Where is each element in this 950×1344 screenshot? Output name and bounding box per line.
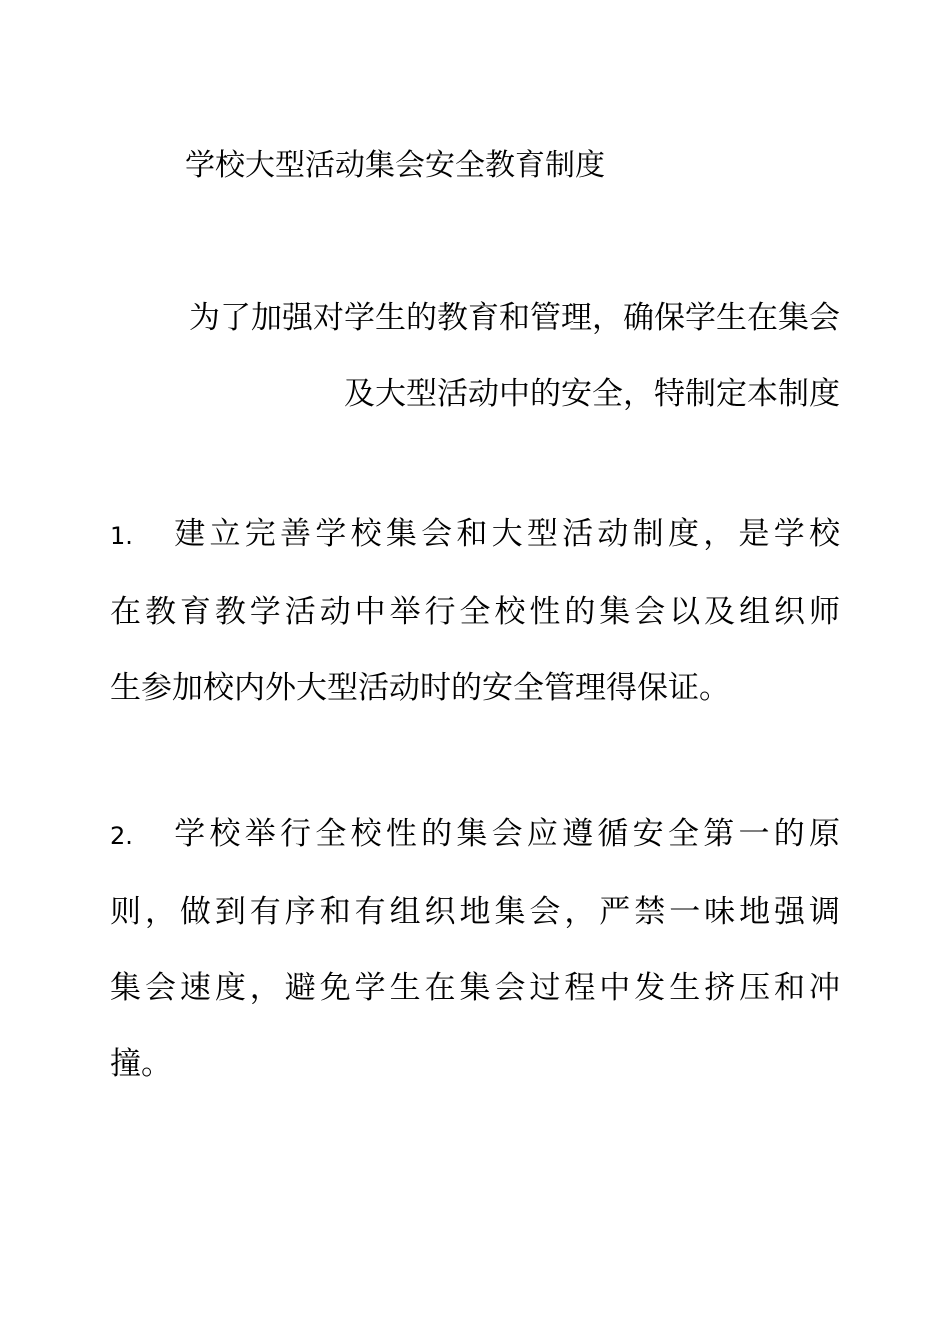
list-item-line: 集会速度，避免学生在集会过程中发生挤压和冲: [110, 970, 840, 1006]
list-item-line: [110, 496, 840, 574]
list-item-number: 2.: [110, 822, 133, 850]
list-item-text: 建立完善学校集会和大型活动制度，是学校: [170, 516, 840, 552]
list-item-text: 学校举行全校性的集会应遵循安全第一的原: [170, 816, 840, 852]
list-item-line: 撞。: [110, 1046, 172, 1082]
list-item-1: [110, 496, 840, 726]
list-item-line: 在教育教学活动中举行全校性的集会以及组织师: [110, 594, 840, 630]
list-item-line: 则，做到有序和有组织地集会，严禁一味地强调: [110, 894, 840, 930]
intro-line: 及大型活动中的安全，特制定本制度: [344, 376, 840, 412]
list-item-line: 生参加校内外大型活动时的安全管理得保证。: [110, 670, 730, 706]
intro-line: 为了加强对学生的教育和管理，确保学生在集会: [189, 300, 840, 336]
document-title: 学校大型活动集会安全教育制度: [185, 148, 605, 183]
intro-paragraph: [120, 280, 840, 432]
list-item-line: [110, 796, 840, 874]
list-item-number: 1.: [110, 522, 133, 550]
list-item-2: [110, 796, 840, 1102]
